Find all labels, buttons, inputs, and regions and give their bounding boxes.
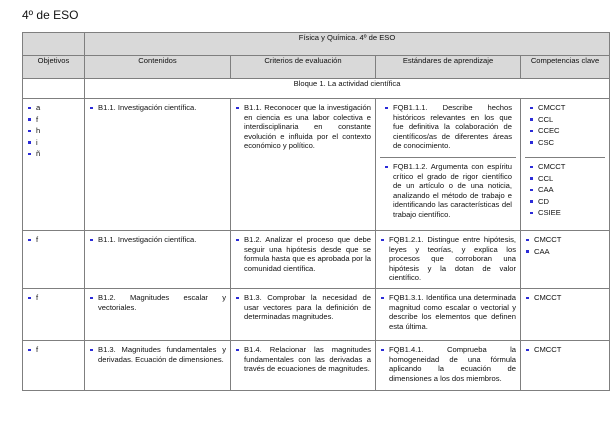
competencias-cell — [521, 99, 610, 231]
block-title: Bloque 1. La actividad científica — [85, 79, 610, 99]
col-header-criterios: Criterios de evaluación — [231, 56, 376, 79]
estandares-cell — [376, 99, 521, 231]
competencia-item: CSIEE — [529, 208, 601, 218]
criterio-item: B1.1. Reconocer que la investigación en ciencia es una labor colectiva e interdisciplinaria en constante evolución e influida por el contexto económico y político. — [235, 103, 371, 151]
objetivo-item: ñ — [27, 149, 80, 159]
contenido-cell — [85, 99, 231, 231]
objetivos-cell — [23, 231, 85, 289]
col-header-estandares: Estándares de aprendizaje — [376, 56, 521, 79]
table-row — [23, 289, 610, 341]
criterio-cell — [231, 341, 376, 391]
header-spacer-cell — [23, 33, 85, 56]
objetivos-cell — [23, 341, 85, 391]
contenido-item: B1.3. Magnitudes fundamentales y derivadas. Ecuación de dimensiones. — [89, 345, 226, 364]
competencia-item: CAA — [525, 247, 605, 257]
table-row — [23, 341, 610, 391]
contenido-cell — [85, 231, 231, 289]
objetivo-item: f — [27, 115, 80, 125]
criterio-item: B1.2. Analizar el proceso que debe seguir una hipótesis desde que se formula hasta que es aprobada por la comunidad científica. — [235, 235, 371, 273]
contenido-item: B1.1. Investigación científica. — [89, 235, 226, 245]
objetivo-item: a — [27, 103, 80, 113]
contenido-item: B1.1. Investigación científica. — [89, 103, 226, 113]
objetivo-item: f — [27, 345, 80, 355]
block-spacer-cell — [23, 79, 85, 99]
competencias-cell — [521, 341, 610, 391]
estandares-cell — [376, 289, 521, 341]
table-row — [23, 231, 610, 289]
competencia-item: CMCCT — [525, 345, 605, 355]
estandar-item: FQB1.4.1. Comprueba la homogeneidad de una fórmula aplicando la ecuación de dimensiones a los dos miembros. — [380, 345, 516, 383]
competencia-item: CMCCT — [529, 103, 601, 113]
contenido-cell — [85, 289, 231, 341]
contenido-item: B1.2. Magnitudes escalar y vectoriales. — [89, 293, 226, 312]
col-header-objetivos: Objetivos — [23, 56, 85, 79]
col-header-contenidos: Contenidos — [85, 56, 231, 79]
curriculum-table — [22, 32, 610, 391]
competencia-item: CSC — [529, 138, 601, 148]
contenido-cell — [85, 341, 231, 391]
competencia-item: CCL — [529, 174, 601, 184]
objetivo-item: f — [27, 235, 80, 245]
objetivo-item: f — [27, 293, 80, 303]
objetivo-item: i — [27, 138, 80, 148]
competencia-item: CD — [529, 197, 601, 207]
competencia-item: CMCCT — [529, 162, 601, 172]
competencia-item: CCEC — [529, 126, 601, 136]
criterio-cell — [231, 231, 376, 289]
objetivos-cell — [23, 99, 85, 231]
competencia-item: CMCCT — [525, 235, 605, 245]
estandar-item: FQB1.3.1. Identifica una determinada magnitud como escalar o vectorial y describe los elementos que definen esta última. — [380, 293, 516, 331]
criterio-item: B1.4. Relacionar las magnitudes fundamentales con las derivadas a través de ecuaciones de magnitudes. — [235, 345, 371, 374]
objetivos-cell — [23, 289, 85, 341]
column-header-row — [23, 56, 610, 79]
estandar-item: FQB1.2.1. Distingue entre hipótesis, leyes y teorías, y explica los procesos que corroboran una hipótesis y la dotan de valor científico. — [380, 235, 516, 283]
estandares-cell — [376, 341, 521, 391]
criterio-cell — [231, 99, 376, 231]
competencia-item: CMCCT — [525, 293, 605, 303]
subject-header: Física y Química. 4º de ESO — [85, 33, 610, 56]
col-header-competencias: Competencias clave — [521, 56, 610, 79]
subject-header-row — [23, 33, 610, 56]
table-row — [23, 99, 610, 231]
estandar-item: FQB1.1.2. Argumenta con espíritu crítico el grado de rigor científico de un artículo o de una noticia, analizando el método de trabajo e identificando las características del trabajo científico. — [384, 162, 512, 220]
criterio-cell — [231, 289, 376, 341]
objetivo-item: h — [27, 126, 80, 136]
competencias-cell — [521, 231, 610, 289]
block-title-row — [23, 79, 610, 99]
estandar-item: FQB1.1.1. Describe hechos históricos relevantes en los que fue definitiva la colaboración de científicos/as de diferentes áreas de conocimiento. — [384, 103, 512, 151]
competencias-cell — [521, 289, 610, 341]
estandares-cell — [376, 231, 521, 289]
criterio-item: B1.3. Comprobar la necesidad de usar vectores para la definición de determinadas magnitudes. — [235, 293, 371, 322]
competencia-item: CCL — [529, 115, 601, 125]
competencia-item: CAA — [529, 185, 601, 195]
page-title: 4º de ESO — [22, 8, 79, 22]
